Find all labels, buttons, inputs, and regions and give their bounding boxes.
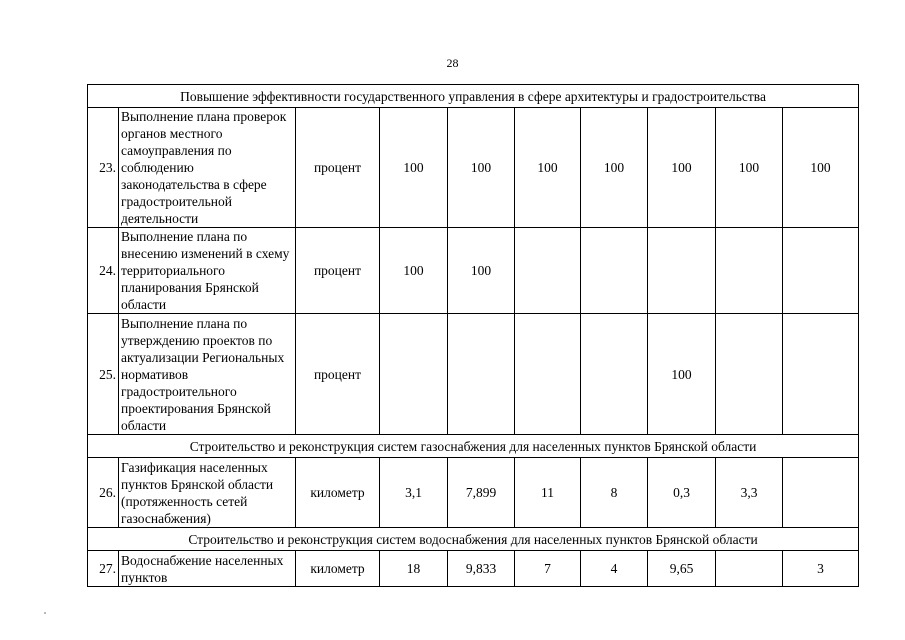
value-cell [716,228,783,314]
table-row [88,108,859,228]
value-cell [783,314,859,435]
row-number: 25. [88,314,119,435]
value-cell [648,228,716,314]
value-cell [380,314,448,435]
indicator-name: Газификация населенных пунктов Брянской области (протяженность сетей газоснабжения) [119,458,296,528]
value-cell [716,551,783,587]
value-cell: 0,3 [648,458,716,528]
value-cell: 8 [581,458,648,528]
section-row [88,85,859,108]
value-cell [448,314,515,435]
section-heading: Строительство и реконструкция систем водоснабжения для населенных пунктов Брянской области [88,528,859,551]
indicator-name: Выполнение плана по утверждению проектов по актуализации Региональных нормативов градостроительного проектирования Брянской области [119,314,296,435]
value-cell: 3 [783,551,859,587]
value-cell [581,228,648,314]
section-row [88,435,859,458]
value-cell: 100 [448,108,515,228]
unit-cell: процент [296,314,380,435]
value-cell: 100 [380,228,448,314]
value-cell: 100 [648,314,716,435]
value-cell: 18 [380,551,448,587]
table-row [88,458,859,528]
value-cell [716,314,783,435]
indicator-name: Выполнение плана по внесению изменений в схему территориального планирования Брянской области [119,228,296,314]
page-number: 28 [446,56,459,70]
indicators-table [87,84,859,587]
value-cell [515,314,581,435]
value-cell: 9,65 [648,551,716,587]
unit-cell: процент [296,108,380,228]
value-cell: 11 [515,458,581,528]
scan-speck [44,612,46,614]
value-cell: 100 [515,108,581,228]
value-cell: 7 [515,551,581,587]
value-cell [783,458,859,528]
table-row [88,228,859,314]
section-row [88,528,859,551]
value-cell [581,314,648,435]
indicator-name: Водоснабжение населенных пунктов [119,551,296,587]
value-cell: 100 [448,228,515,314]
value-cell: 100 [648,108,716,228]
value-cell: 100 [716,108,783,228]
indicator-name: Выполнение плана проверок органов местного самоуправления по соблюдению законодательства в сфере градостроительной деятельности [119,108,296,228]
value-cell: 4 [581,551,648,587]
table-row [88,314,859,435]
unit-cell: километр [296,551,380,587]
value-cell: 7,899 [448,458,515,528]
section-heading: Строительство и реконструкция систем газоснабжения для населенных пунктов Брянской области [88,435,859,458]
table-row [88,551,859,587]
unit-cell: процент [296,228,380,314]
value-cell: 100 [581,108,648,228]
value-cell: 3,3 [716,458,783,528]
value-cell: 9,833 [448,551,515,587]
value-cell: 3,1 [380,458,448,528]
value-cell: 100 [783,108,859,228]
row-number: 27. [88,551,119,587]
unit-cell: километр [296,458,380,528]
value-cell [783,228,859,314]
row-number: 24. [88,228,119,314]
section-heading: Повышение эффективности государственного управления в сфере архитектуры и градостроительства [88,85,859,108]
row-number: 26. [88,458,119,528]
value-cell: 100 [380,108,448,228]
value-cell [515,228,581,314]
row-number: 23. [88,108,119,228]
